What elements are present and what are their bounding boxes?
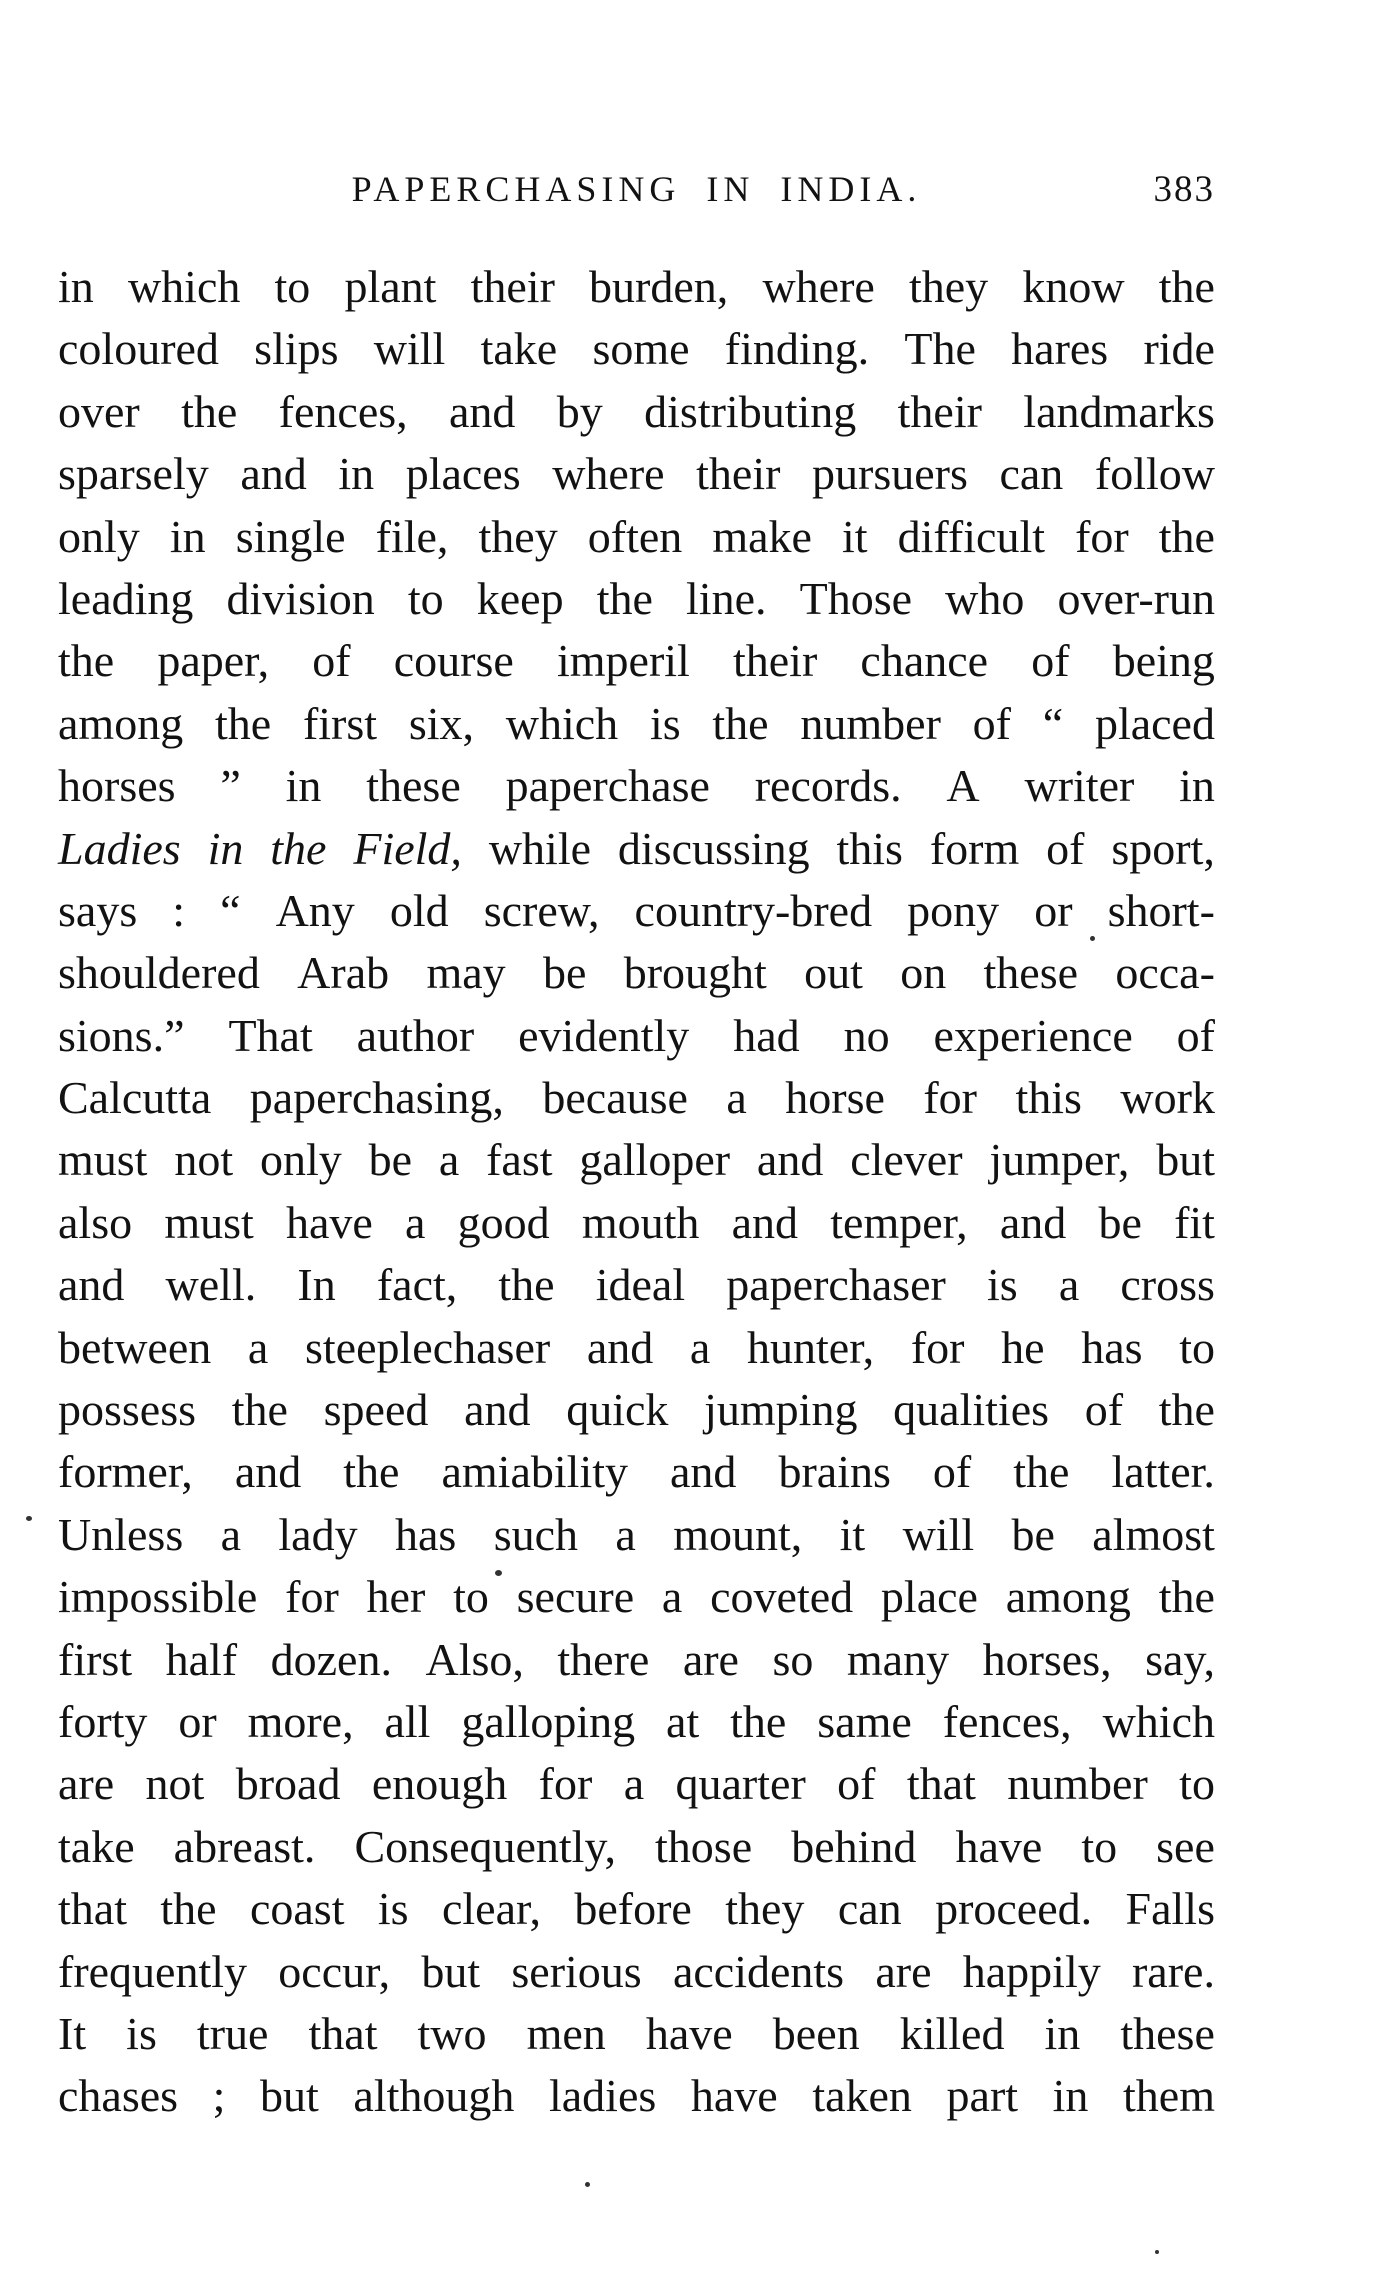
text-line: It is true that two men have been killed in these: [58, 2007, 1215, 2059]
text-line: says : “ Any old screw, country-bred pony or short-: [58, 884, 1215, 936]
text-line: sparsely and in places where their pursuers can follow: [58, 448, 1215, 500]
scan-speck-artifact: [495, 1570, 502, 1576]
text-line: possess the speed and quick jumping qualities of the: [58, 1384, 1215, 1436]
scan-speck-artifact: [26, 1516, 32, 1521]
scan-speck-artifact: [1155, 2250, 1159, 2254]
text-line: Calcutta paperchasing, because a horse for this work: [58, 1072, 1215, 1124]
text-line: over the fences, and by distributing their landmarks: [58, 385, 1215, 437]
page-number: 383: [1153, 169, 1215, 210]
text-line: that the coast is clear, before they can proceed. Falls: [58, 1883, 1215, 1935]
text-line: coloured slips will take some finding. The hares ride: [58, 323, 1215, 375]
text-line: chases ; but although ladies have taken part in them: [58, 2070, 1215, 2122]
page-title: PAPERCHASING IN INDIA.: [351, 169, 922, 209]
text-line: former, and the amiability and brains of the latter.: [58, 1446, 1215, 1498]
text-line: sions.” That author evidently had no experience of: [58, 1009, 1215, 1061]
body-text: [58, 256, 1215, 2128]
text-line: first half dozen. Also, there are so many horses, say,: [58, 1633, 1215, 1685]
text-line: also must have a good mouth and temper, and be fit: [58, 1196, 1215, 1248]
scan-speck-artifact: [1090, 936, 1095, 941]
text-line: impossible for her to secure a coveted place among the: [58, 1571, 1215, 1623]
text-line: the paper, of course imperil their chance of being: [58, 635, 1215, 687]
text-line: must not only be a fast galloper and clever jumper, but: [58, 1134, 1215, 1186]
text-line: leading division to keep the line. Those who over-run: [58, 572, 1215, 624]
text-line: Unless a lady has such a mount, it will be almost: [58, 1508, 1215, 1560]
scan-speck-artifact: [585, 2182, 590, 2187]
text-line: are not broad enough for a quarter of that number to: [58, 1758, 1215, 1810]
text-line: horses ” in these paperchase records. A writer in: [58, 760, 1215, 812]
text-line: only in single file, they often make it difficult for the: [58, 510, 1215, 562]
text-line: among the first six, which is the number of “ placed: [58, 697, 1215, 749]
text-line: between a steeplechaser and a hunter, for he has to: [58, 1321, 1215, 1373]
text-line: and well. In fact, the ideal paperchaser is a cross: [58, 1259, 1215, 1311]
text-line: forty or more, all galloping at the same fences, which: [58, 1695, 1215, 1747]
text-line: Ladies in the Field, while discussing this form of sport,: [58, 822, 1215, 874]
text-line: take abreast. Consequently, those behind have to see: [58, 1820, 1215, 1872]
running-header: [58, 166, 1215, 212]
text-line: frequently occur, but serious accidents are happily rare.: [58, 1945, 1215, 1997]
text-line: shouldered Arab may be brought out on these occa-: [58, 947, 1215, 999]
text-line: in which to plant their burden, where they know the: [58, 261, 1215, 312]
